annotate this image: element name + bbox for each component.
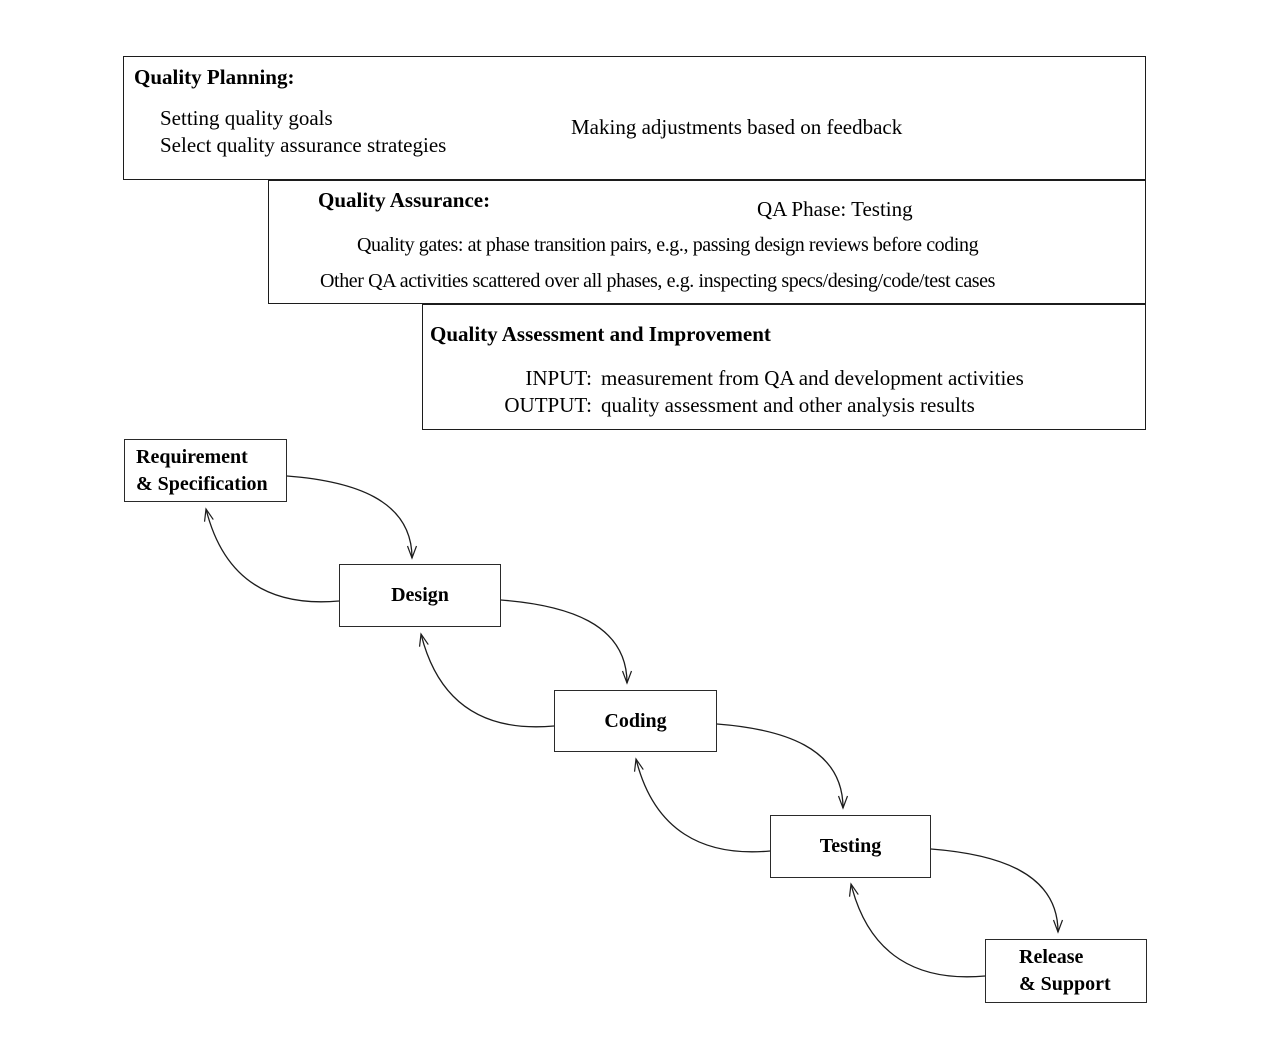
phase-label: Requirement bbox=[136, 445, 248, 468]
phase-label: & Specification bbox=[136, 472, 268, 495]
arrow-requirement-to-design bbox=[287, 476, 412, 558]
io-row-input bbox=[430, 365, 1024, 392]
phase-box-design bbox=[339, 564, 501, 627]
phase-box-coding bbox=[554, 690, 717, 752]
qa-gates-line: Quality gates: at phase transition pairs, e.g., passing design reviews before coding bbox=[357, 234, 979, 256]
phase-label: Design bbox=[391, 584, 449, 606]
phase-box-requirement bbox=[124, 439, 287, 502]
quality-assurance-title: Quality Assurance: bbox=[318, 188, 491, 212]
arrow-coding-to-testing bbox=[717, 724, 843, 808]
io-row-output bbox=[430, 392, 1024, 419]
qa-phase-note: QA Phase: Testing bbox=[757, 197, 913, 221]
quality-assessment-title: Quality Assessment and Improvement bbox=[430, 322, 771, 346]
quality-planning-note: Making adjustments based on feedback bbox=[571, 115, 903, 139]
arrow-release-to-testing bbox=[851, 884, 985, 977]
quality-assessment-io bbox=[430, 365, 1024, 419]
phase-label: Coding bbox=[604, 709, 667, 732]
arrow-testing-to-release bbox=[931, 849, 1058, 932]
input-value: measurement from QA and development activities bbox=[601, 366, 1024, 390]
phase-box-release bbox=[985, 939, 1147, 1003]
phase-box-testing bbox=[770, 815, 931, 878]
arrow-testing-to-coding bbox=[636, 759, 770, 852]
arrow-design-to-requirement bbox=[206, 509, 339, 602]
arrow-coding-to-design bbox=[421, 634, 554, 727]
input-label: INPUT: bbox=[525, 366, 592, 390]
quality-planning-item-2: Select quality assurance strategies bbox=[160, 133, 447, 157]
phase-label: & Support bbox=[1019, 973, 1111, 995]
qa-other-activities-line: Other QA activities scattered over all phases, e.g. inspecting specs/desing/code/test cases bbox=[320, 270, 996, 292]
phase-label: Release bbox=[1019, 946, 1084, 968]
arrow-design-to-coding bbox=[501, 600, 627, 683]
output-value: quality assessment and other analysis results bbox=[601, 393, 975, 417]
quality-planning-item-1: Setting quality goals bbox=[160, 106, 333, 130]
phase-label: Testing bbox=[819, 835, 882, 857]
quality-planning-title: Quality Planning: bbox=[134, 65, 295, 89]
output-label: OUTPUT: bbox=[504, 393, 592, 417]
